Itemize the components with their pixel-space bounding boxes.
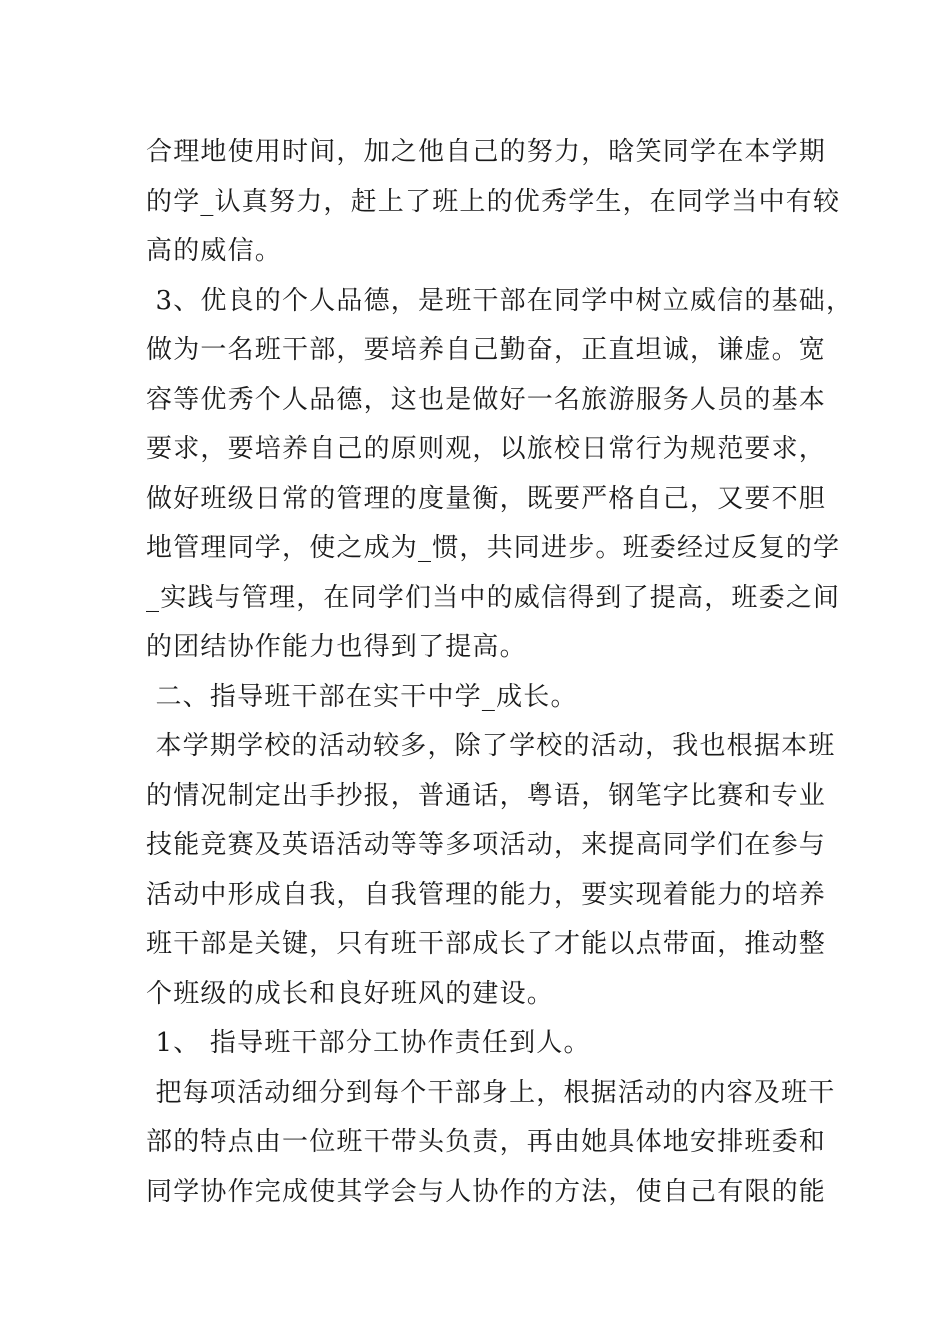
- text-line: 的团结协作能力也得到了提高。: [146, 632, 527, 662]
- text-line: 做好班级日常的管理的度量衡，既要严格自己，又要不胆: [146, 483, 827, 514]
- text-line: 把每项活动细分到每个干部身上，根据活动的内容及班干: [146, 1077, 836, 1108]
- text-line: 做为一名班干部，要培养自己勤奋，正直坦诚，谦虚。宽: [146, 335, 827, 365]
- text-line: 3、优良的个人品德，是班干部在同学中树立威信的基础，: [146, 285, 854, 316]
- text-line: 高的威信。: [146, 236, 283, 266]
- text-line: 部的特点由一位班干带头负责，再由她具体地安排班委和: [146, 1127, 827, 1157]
- text-line: 活动中形成自我，自我管理的能力，要实现着能力的培养: [146, 879, 827, 910]
- text-line: 技能竞赛及英语活动等等多项活动，来提高同学们在参与: [146, 830, 827, 860]
- text-line: 的情况制定出手抄报，普通话，粤语，钢笔字比赛和专业: [146, 780, 827, 811]
- text-line: 容等优秀个人品德，这也是做好一名旅游服务人员的基本: [146, 384, 827, 415]
- text-line: 地管理同学，使之成为_惯，共同进步。班委经过反复的学: [146, 533, 841, 563]
- body-text: [146, 128, 854, 1217]
- text-line: 本学期学校的活动较多，除了学校的活动，我也根据本班: [146, 731, 836, 761]
- subsection-heading: 1、 指导班干部分工协作责任到人。: [146, 1028, 591, 1058]
- text-line: 班干部是关键，只有班干部成长了才能以点带面，推动整: [146, 929, 827, 959]
- section-heading: 二、指导班干部在实干中学_成长。: [146, 681, 578, 712]
- text-line: _实践与管理，在同学们当中的威信得到了提高，班委之间: [146, 582, 841, 613]
- text-line: 合理地使用时间，加之他自己的努力，晗笑同学在本学期: [146, 137, 827, 167]
- text-line: 个班级的成长和良好班风的建设。: [146, 978, 555, 1009]
- text-line: 同学协作完成使其学会与人协作的方法，使自己有限的能: [146, 1176, 827, 1207]
- text-line: 要求，要培养自己的原则观，以旅校日常行为规范要求，: [146, 434, 827, 464]
- text-line: 的学_认真努力，赶上了班上的优秀学生，在同学当中有较: [146, 186, 841, 217]
